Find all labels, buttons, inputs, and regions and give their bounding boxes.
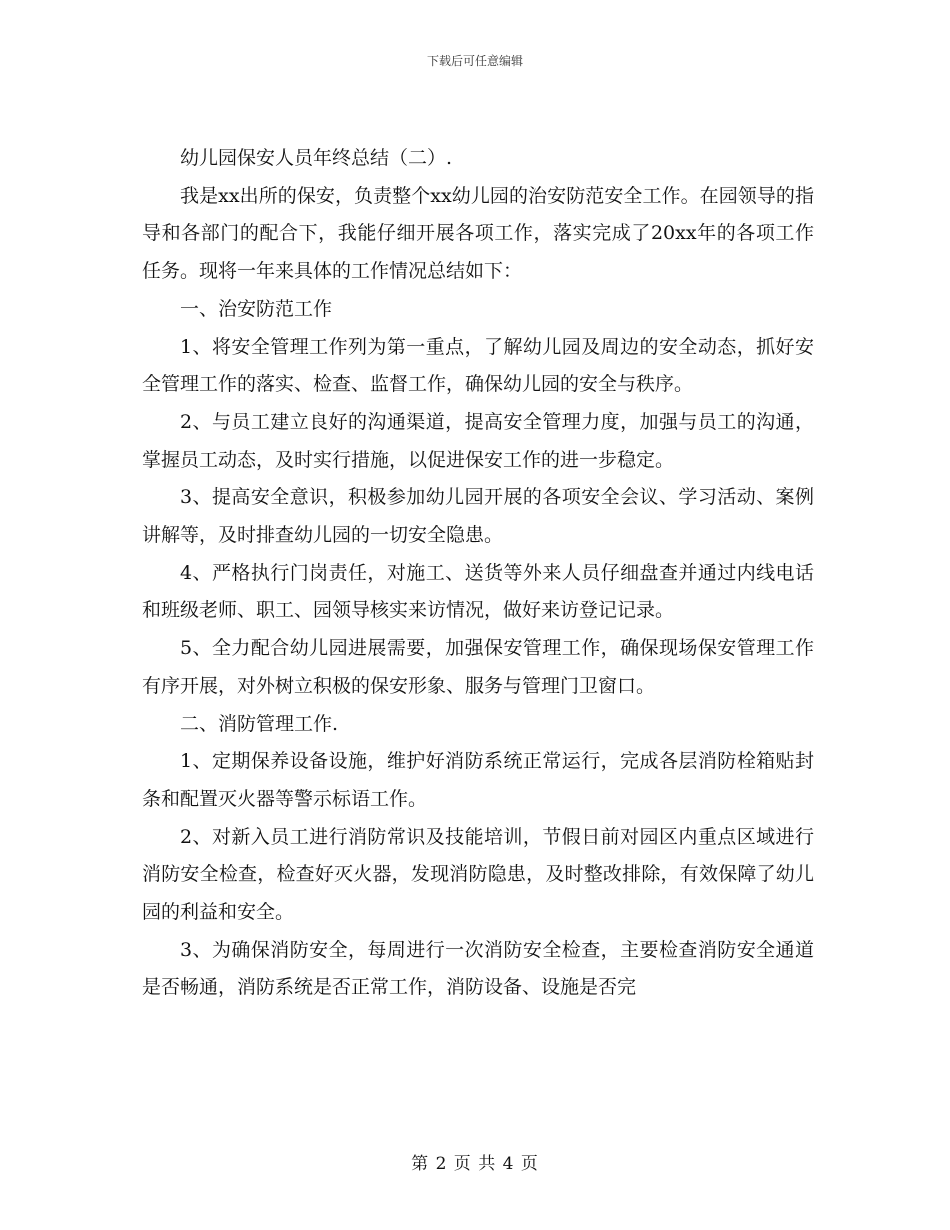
security-item-5: 5、全力配合幼儿园进展需要，加强保安管理工作，确保现场保安管理工作有序开展，对外树立积极的保安形象、服务与管理门卫窗口。 [142, 637, 814, 697]
fire-item-1: 1、定期保养设备设施，维护好消防系统正常运行，完成各层消防栓箱贴封条和配置灭火器等警示标语工作。 [142, 750, 814, 810]
section-heading-security: 一、治安防范工作 [180, 297, 333, 320]
document-title: 幼儿园保安人员年终总结（二）. [180, 147, 453, 169]
fire-item-2: 2、对新入员工进行消防常识及技能培训，节假日前对园区内重点区域进行消防安全检查，检查好灭火器，发现消防隐患，及时整改排除，有效保障了幼儿园的利益和安全。 [142, 825, 814, 924]
document-body [142, 140, 814, 1007]
security-item-4: 4、严格执行门岗责任，对施工、送货等外来人员仔细盘查并通过内线电话和班级老师、职工、园领导核实来访情况，做好来访登记记录。 [142, 561, 814, 622]
fire-item-3: 3、为确保消防安全，每周进行一次消防安全检查，主要检查消防安全通道是否畅通，消防系统是否正常工作，消防设备、设施是否完 [142, 938, 814, 999]
page-header: 下载后可任意编辑 [426, 54, 523, 68]
security-item-3: 3、提高安全意识，积极参加幼儿园开展的各项安全会议、学习活动、案例讲解等，及时排查幼儿园的一切安全隐患。 [142, 486, 814, 547]
security-item-2: 2、与员工建立良好的沟通渠道，提高安全管理力度，加强与员工的沟通，掌握员工动态，及时实行措施，以促进保安工作的进一步稳定。 [142, 410, 814, 471]
security-item-1: 1、将安全管理工作列为第一重点，了解幼儿园及周边的安全动态，抓好安全管理工作的落实、检查、监督工作，确保幼儿园的安全与秩序。 [142, 335, 814, 396]
section-heading-fire: 二、消防管理工作. [180, 712, 339, 735]
page-number-footer: 第 2 页 共 4 页 [411, 1154, 539, 1174]
intro-paragraph: 我是xx出所的保安，负责整个xx幼儿园的治安防范安全工作。在园领导的指导和各部门的配合下，我能仔细开展各项工作，落实完成了20xx年的各项工作任务。现将一年来具体的工作情况总结如下： [142, 184, 814, 283]
